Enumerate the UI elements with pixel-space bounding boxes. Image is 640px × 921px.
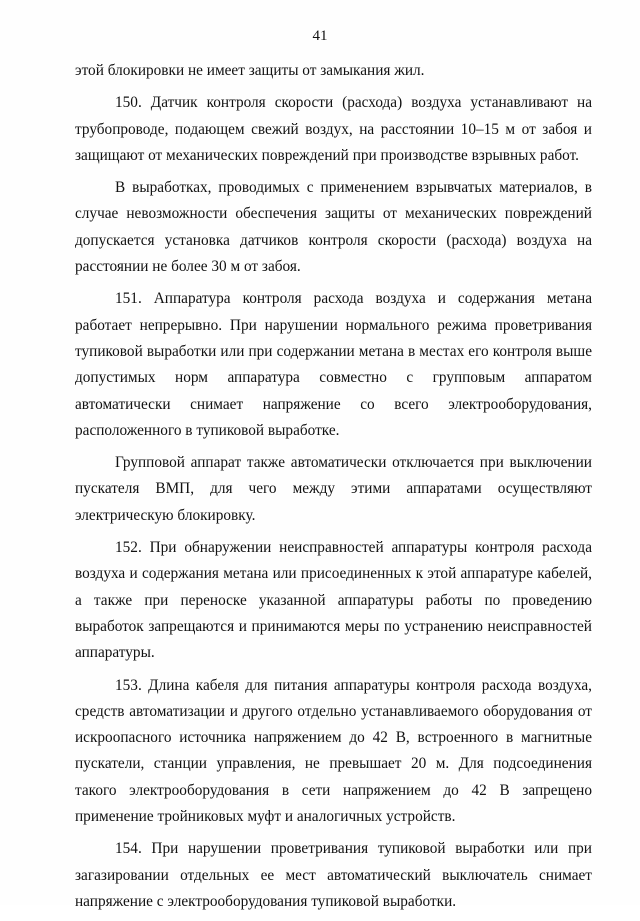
- document-body: [75, 58, 592, 921]
- paragraph-150: 150. Датчик контроля скорости (расхода) воздуха устанавливают на трубопроводе, подающем свежий воздух, на расстоянии 10–15 м от забоя и защищают от механических повреждений при производстве взрывных работ.: [75, 94, 592, 164]
- paragraph-150-explosives: В выработках, проводимых с применением взрывчатых материалов, в случае невозможности обеспечения защиты от механических повреждений допускается установка датчиков контроля скорости (расхода) воздуха на расстоянии не более 30 м от забоя.: [75, 179, 592, 276]
- paragraph-151-group-apparatus: Групповой аппарат также автоматически отключается при выключении пускателя ВМП, для чего между этими аппаратами осуществляют электрическую блокировку.: [75, 454, 592, 524]
- page-number: 41: [312, 28, 328, 44]
- paragraph-151: 151. Аппаратура контроля расхода воздуха и содержания метана работает непрерывно. При нарушении нормального режима проветривания тупиковой выработки или при содержании метана в местах его контроля выше допустимых норм аппаратура совместно с групповым аппаратом автоматически снимает напряжение со всего электрооборудования, расположенного в тупиковой выработке.: [75, 290, 592, 439]
- paragraph-153: 153. Длина кабеля для питания аппаратуры контроля расхода воздуха, средств автоматизации и другого отдельно устанавливаемого оборудования от искроопасного источника напряжением до 42 В, встроенного в магнитные пускатели, станции управления, не превышает 20 м. Для подсоединения такого электрооборудования в сети напряжением до 42 В запрещено применение тройниковых муфт и аналогичных устройств.: [75, 676, 592, 826]
- paragraph-152: 152. При обнаружении неисправностей аппаратуры контроля расхода воздуха и содержания метана или присоединенных к этой аппаратуре кабелей, а также при переноске указанной аппаратуры работы по проведению выработок запрещаются и принимаются меры по устранению неисправностей аппаратуры.: [75, 539, 592, 662]
- paragraph-154: 154. При нарушении проветривания тупиковой выработки или при загазировании отдельных ее мест автоматический выключатель снимает напряжение с электрооборудования тупиковой выработки.: [75, 840, 592, 910]
- paragraph-continuation: этой блокировки не имеет защиты от замыкания жил.: [75, 62, 425, 79]
